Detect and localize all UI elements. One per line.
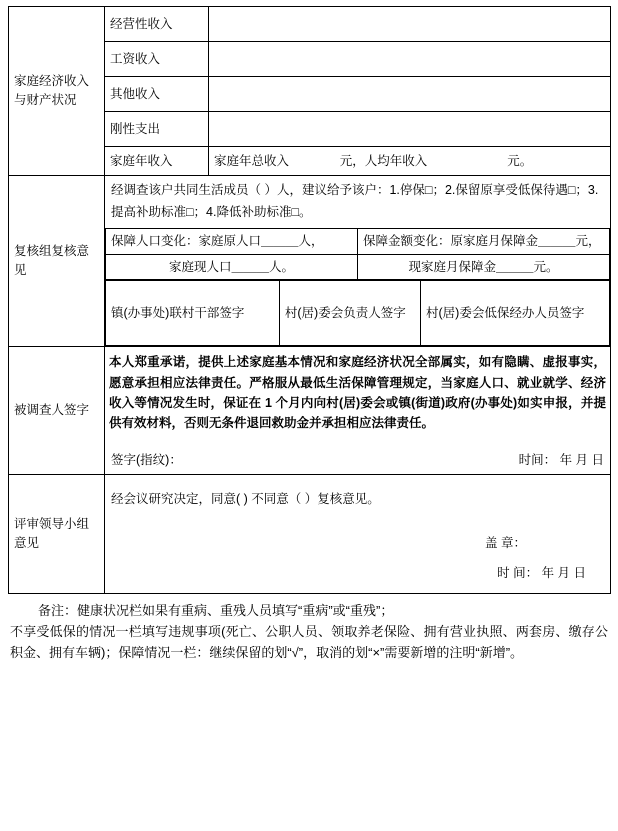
row-label-rigid-expense: 刚性支出 [105, 112, 209, 147]
row-label-salary-income: 工资收入 [105, 42, 209, 77]
annual-total-label: 家庭年总收入 [214, 153, 290, 168]
table-row [106, 254, 610, 280]
declarant-date-label[interactable]: 时间： 年 月 日 [518, 453, 605, 468]
amount-change-current[interactable]: 现家庭月保障金＿＿＿元。 [358, 254, 610, 280]
declarant-signature-label[interactable]: 签字(指纹)： [111, 453, 182, 468]
leader-date-label[interactable]: 时 间： 年 月 日 [497, 565, 587, 580]
annual-income-inline [209, 150, 610, 173]
signature-village-officer[interactable]: 村(居)委会低保经办人员签字 [421, 281, 610, 346]
annual-total-unit: 元，人均年收入 [339, 153, 428, 168]
row-label-business-income: 经营性收入 [105, 7, 209, 42]
table-row [9, 176, 611, 347]
row-value-annual-income[interactable] [209, 147, 611, 176]
signature-town-cadre[interactable]: 镇(办事处)联村干部签字 [106, 281, 280, 346]
table-row [106, 281, 610, 346]
row-value-salary-income[interactable] [209, 42, 611, 77]
section-label-economy: 家庭经济收入与财产状况 [9, 7, 105, 176]
declarant-spacer [105, 435, 610, 447]
leader-seal-label: 盖 章： [485, 535, 527, 550]
declarant-content-cell [105, 347, 611, 475]
row-value-business-income[interactable] [209, 7, 611, 42]
review-signature-table [105, 280, 610, 346]
table-row [9, 347, 611, 475]
review-content-cell [105, 176, 611, 347]
footer-note [8, 600, 610, 663]
footer-note-line-1: 备注：健康状况栏如果有重病、重残人员填写“重病”或“重残”； [38, 602, 394, 618]
population-change-original[interactable]: 保障人口变化：家庭原人口＿＿＿人， [106, 228, 358, 254]
table-row [9, 475, 611, 594]
annual-percapita-unit: 元。 [507, 153, 533, 168]
section-label-declarant: 被调查人签字 [9, 347, 105, 475]
row-value-rigid-expense[interactable] [209, 112, 611, 147]
table-row [9, 7, 611, 42]
row-label-other-income: 其他收入 [105, 77, 209, 112]
table-row [106, 228, 610, 254]
population-change-current[interactable]: 家庭现人口＿＿＿人。 [106, 254, 358, 280]
section-label-review: 复核组复核意见 [9, 176, 105, 347]
leader-content-cell [105, 475, 611, 594]
signature-village-head[interactable]: 村(居)委会负责人签字 [279, 281, 420, 346]
footer-note-line-2: 不享受低保的情况一栏填写违规事项(死亡、公职人员、领取养老保险、拥有营业执照、两套房、缴存公积金、拥有车辆)；保障情况一栏：继续保留的划“√”，取消的划“×”需要新增的注明“新增”。 [10, 623, 608, 660]
main-form-table [8, 6, 611, 594]
review-statement[interactable]: 经调查该户共同生活成员（ ）人，建议给予该户：1.停保□；2.保留原享受低保待遇□；3.提高补助标准□；4.降低补助标准□。 [111, 183, 599, 219]
review-change-table [105, 228, 610, 281]
declarant-statement: 本人郑重承诺，提供上述家庭基本情况和家庭经济状况全部属实，如有隐瞒、虚报事实，愿意承担相应法律责任。严格服从最低生活保障管理规定，当家庭人口、就业就学、经济收入等情况发生时，保证在 1 个月内向村(居)委会或镇(街道)政府(办事处)如实申报，并提供有效材料，否则无条件退回救助金并承担相应法律责任。 [109, 355, 607, 430]
amount-change-original[interactable]: 保障金额变化：原家庭月保障金＿＿＿元， [358, 228, 610, 254]
row-value-other-income[interactable] [209, 77, 611, 112]
declarant-sign-row [105, 447, 610, 474]
leader-statement[interactable]: 经会议研究决定，同意( ) 不同意（ ）复核意见。 [111, 492, 380, 506]
section-label-leader: 评审领导小组意见 [9, 475, 105, 594]
row-label-annual-income: 家庭年收入 [105, 147, 209, 176]
